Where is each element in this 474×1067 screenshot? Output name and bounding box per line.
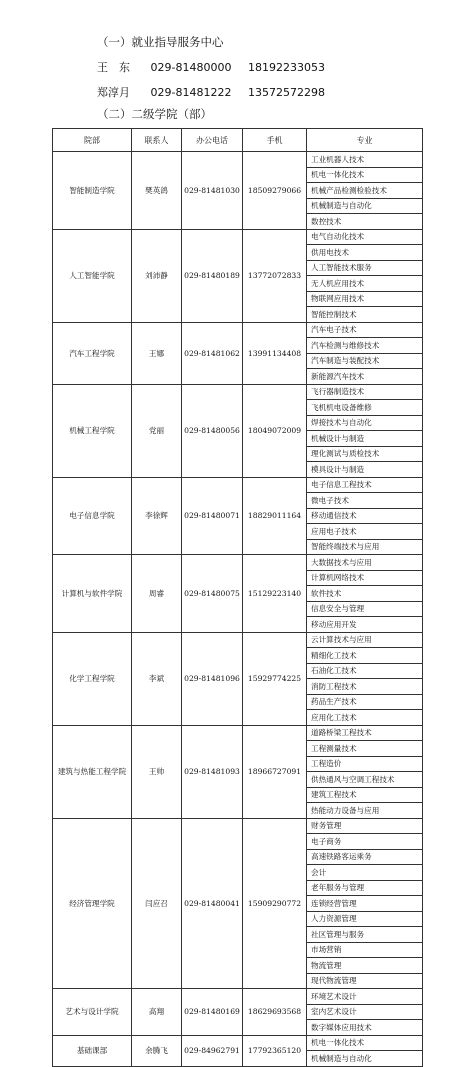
major-cell: 物流管理	[307, 958, 423, 974]
office-phone-cell: 029-81480169	[182, 989, 243, 1036]
major-cell: 移动应用开发	[307, 617, 423, 633]
contact-cell: 高翔	[132, 989, 182, 1036]
dept-cell: 化学工程学院	[53, 632, 132, 725]
office-phone-cell: 029-81481030	[182, 152, 243, 230]
major-cell: 高速铁路客运乘务	[307, 849, 423, 865]
major-cell: 供用电技术	[307, 245, 423, 261]
major-cell: 移动通信技术	[307, 508, 423, 524]
office-phone-cell: 029-81481096	[182, 632, 243, 725]
major-cell: 理化测试与质检技术	[307, 446, 423, 462]
dept-cell: 计算机与软件学院	[53, 555, 132, 633]
major-cell: 云计算技术与应用	[307, 632, 423, 648]
major-cell: 精细化工技术	[307, 648, 423, 664]
major-cell: 工程造价	[307, 756, 423, 772]
table-row	[53, 322, 423, 338]
table-row	[53, 229, 423, 245]
contact-cell: 刘沛静	[132, 229, 182, 322]
contact-name: 郑淳月	[97, 86, 130, 99]
table-row	[53, 632, 423, 648]
contact-cell: 党丽	[132, 384, 182, 477]
mobile-cell: 17792365120	[243, 1035, 307, 1066]
section1-heading: （一）就业指导服务中心	[97, 35, 224, 49]
major-cell: 会计	[307, 865, 423, 881]
table-body	[53, 152, 423, 1067]
major-cell: 机械产品检测检验技术	[307, 183, 423, 199]
contact-cell: 樊英鸽	[132, 152, 182, 230]
major-cell: 机械设计与制造	[307, 431, 423, 447]
mobile-cell: 15909290772	[243, 818, 307, 989]
contact-office-phone: 029-81480000	[150, 61, 232, 74]
table-row	[53, 725, 423, 741]
dept-cell: 机械工程学院	[53, 384, 132, 477]
major-cell: 物联网应用技术	[307, 291, 423, 307]
office-phone-cell: 029-81480056	[182, 384, 243, 477]
header-dept: 院部	[53, 129, 132, 152]
major-cell: 机械制造与自动化	[307, 1051, 423, 1067]
mobile-cell: 15929774225	[243, 632, 307, 725]
office-phone-cell: 029-84962791	[182, 1035, 243, 1066]
major-cell: 人工智能技术服务	[307, 260, 423, 276]
major-cell: 电子信息工程技术	[307, 477, 423, 493]
mobile-cell: 18966727091	[243, 725, 307, 818]
major-cell: 飞行器制造技术	[307, 384, 423, 400]
major-cell: 热能动力设备与应用	[307, 803, 423, 819]
major-cell: 新能源汽车技术	[307, 369, 423, 385]
dept-cell: 汽车工程学院	[53, 322, 132, 384]
header-contact: 联系人	[132, 129, 182, 152]
major-cell: 大数据技术与应用	[307, 555, 423, 571]
contact-cell: 王帅	[132, 725, 182, 818]
contact-cell: 李斌	[132, 632, 182, 725]
major-cell: 计算机网络技术	[307, 570, 423, 586]
contact-cell: 闫应召	[132, 818, 182, 989]
dept-cell: 建筑与热能工程学院	[53, 725, 132, 818]
major-cell: 机电一体化技术	[307, 1035, 423, 1051]
major-cell: 汽车制造与装配技术	[307, 353, 423, 369]
major-cell: 数字媒体应用技术	[307, 1020, 423, 1036]
major-cell: 连锁经营管理	[307, 896, 423, 912]
mobile-cell: 15129223140	[243, 555, 307, 633]
dept-cell: 人工智能学院	[53, 229, 132, 322]
header-office-phone: 办公电话	[182, 129, 243, 152]
major-cell: 工程测量技术	[307, 741, 423, 757]
major-cell: 无人机应用技术	[307, 276, 423, 292]
contact-mobile: 13572572298	[248, 86, 325, 99]
office-phone-cell: 029-81480189	[182, 229, 243, 322]
major-cell: 机电一体化技术	[307, 167, 423, 183]
major-cell: 智能终端技术与应用	[307, 539, 423, 555]
major-cell: 焊接技术与自动化	[307, 415, 423, 431]
office-phone-cell: 029-81480075	[182, 555, 243, 633]
mobile-cell: 18049072009	[243, 384, 307, 477]
header-mobile: 手机	[243, 129, 307, 152]
table-row	[53, 989, 423, 1005]
table-header-row	[53, 129, 423, 152]
major-cell: 市场营销	[307, 942, 423, 958]
dept-cell: 经济管理学院	[53, 818, 132, 989]
mobile-cell: 18509279066	[243, 152, 307, 230]
dept-cell: 艺术与设计学院	[53, 989, 132, 1036]
major-cell: 软件技术	[307, 586, 423, 602]
contact-cell: 王娜	[132, 322, 182, 384]
mobile-cell: 18829011164	[243, 477, 307, 555]
table-row	[53, 152, 423, 168]
major-cell: 环境艺术设计	[307, 989, 423, 1005]
major-cell: 室内艺术设计	[307, 1004, 423, 1020]
office-phone-cell: 029-81481093	[182, 725, 243, 818]
dept-cell: 基础课部	[53, 1035, 132, 1066]
major-cell: 老年服务与管理	[307, 880, 423, 896]
contact-line	[97, 84, 325, 100]
mobile-cell: 13991134408	[243, 322, 307, 384]
major-cell: 数控技术	[307, 214, 423, 230]
major-cell: 汽车检测与维修技术	[307, 338, 423, 354]
major-cell: 消防工程技术	[307, 679, 423, 695]
table-row	[53, 477, 423, 493]
office-phone-cell: 029-81480041	[182, 818, 243, 989]
major-cell: 道路桥梁工程技术	[307, 725, 423, 741]
mobile-cell: 18629693568	[243, 989, 307, 1036]
contact-mobile: 18192233053	[248, 61, 325, 74]
office-phone-cell: 029-81480071	[182, 477, 243, 555]
major-cell: 电气自动化技术	[307, 229, 423, 245]
major-cell: 汽车电子技术	[307, 322, 423, 338]
major-cell: 石油化工技术	[307, 663, 423, 679]
major-cell: 飞机机电设备维修	[307, 400, 423, 416]
major-cell: 财务管理	[307, 818, 423, 834]
dept-cell: 电子信息学院	[53, 477, 132, 555]
office-phone-cell: 029-81481062	[182, 322, 243, 384]
contact-name: 王 东	[97, 61, 130, 74]
major-cell: 人力资源管理	[307, 911, 423, 927]
major-cell: 建筑工程技术	[307, 787, 423, 803]
department-contact-table	[52, 128, 423, 1067]
major-cell: 现代物流管理	[307, 973, 423, 989]
dept-cell: 智能制造学院	[53, 152, 132, 230]
contact-line	[97, 59, 325, 75]
mobile-cell: 13772072833	[243, 229, 307, 322]
major-cell: 智能控制技术	[307, 307, 423, 323]
major-cell: 微电子技术	[307, 493, 423, 509]
contact-office-phone: 029-81481222	[150, 86, 232, 99]
table-row	[53, 555, 423, 571]
table-row	[53, 384, 423, 400]
major-cell: 应用化工技术	[307, 710, 423, 726]
contact-cell: 李徐辉	[132, 477, 182, 555]
section2-heading: （二）二级学院（部）	[97, 107, 212, 121]
table-row	[53, 818, 423, 834]
major-cell: 供热通风与空调工程技术	[307, 772, 423, 788]
major-cell: 电子商务	[307, 834, 423, 850]
major-cell: 药品生产技术	[307, 694, 423, 710]
major-cell: 模具设计与制造	[307, 462, 423, 478]
major-cell: 机械制造与自动化	[307, 198, 423, 214]
major-cell: 应用电子技术	[307, 524, 423, 540]
major-cell: 工业机器人技术	[307, 152, 423, 168]
table-row	[53, 1035, 423, 1051]
major-cell: 社区管理与服务	[307, 927, 423, 943]
contact-cell: 余腾飞	[132, 1035, 182, 1066]
major-cell: 信息安全与管理	[307, 601, 423, 617]
header-majors: 专业	[307, 129, 423, 152]
contact-cell: 周睿	[132, 555, 182, 633]
